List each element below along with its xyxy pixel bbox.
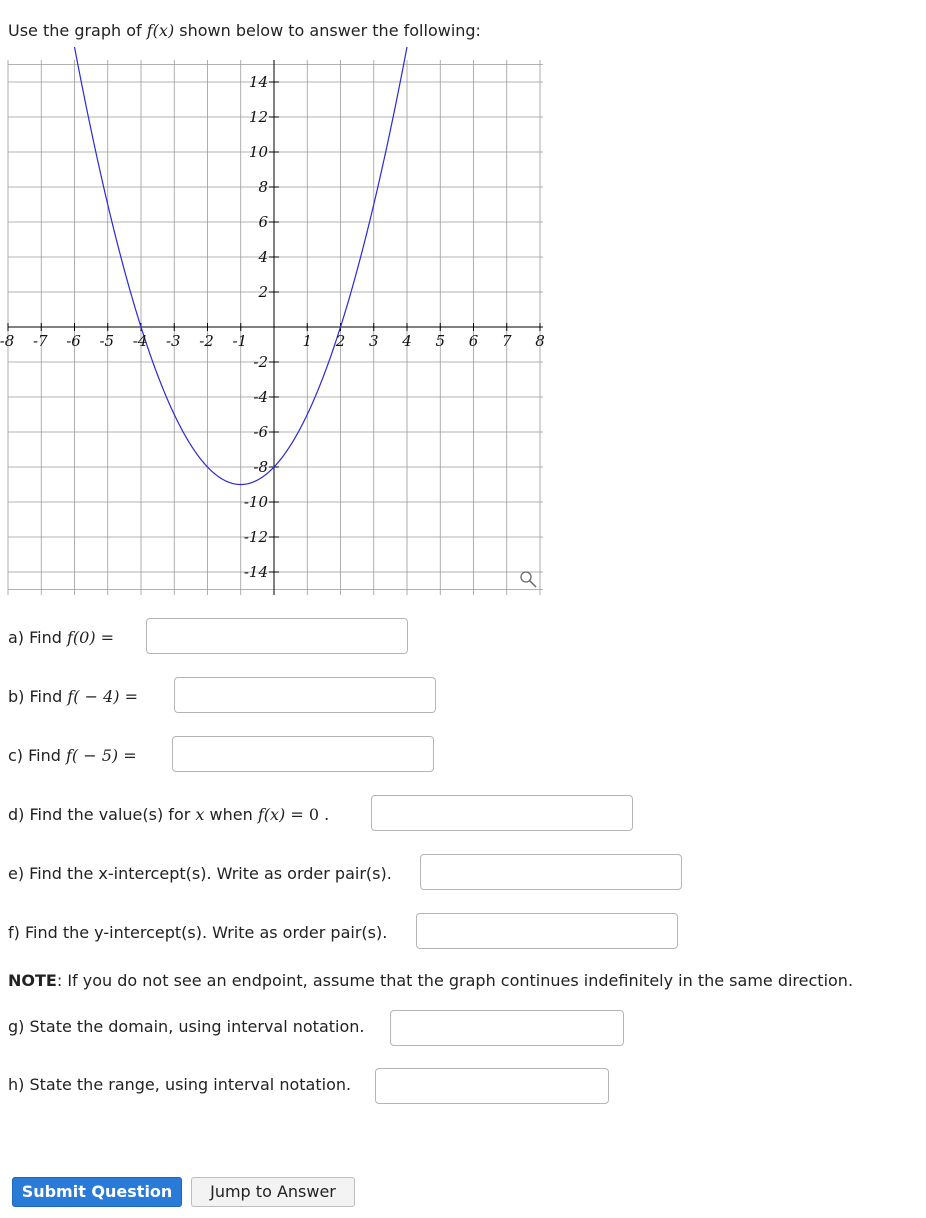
question-d: d) Find the value(s) for x when f(x) = 0 . (8, 805, 330, 824)
question-f: f) Find the y-intercept(s). Write as order pair(s). (8, 923, 388, 942)
y-tick-label: 12 (248, 108, 268, 126)
answer-c-input[interactable] (172, 736, 434, 772)
x-tick-label: -5 (99, 332, 115, 350)
x-tick-label: 7 (501, 332, 512, 350)
x-tick-label: -2 (199, 332, 214, 350)
answer-b-input[interactable] (174, 677, 436, 713)
magnifier-icon[interactable] (521, 572, 536, 587)
x-tick-label: -1 (232, 332, 248, 350)
y-tick-label: -14 (243, 563, 268, 581)
x-tick-label: 5 (435, 332, 446, 350)
intro-text: Use the graph of f(x) shown below to answer the following: (8, 21, 481, 40)
function-graph (0, 60, 545, 595)
question-g: g) State the domain, using interval notation. (8, 1017, 365, 1036)
x-tick-label: 3 (368, 332, 379, 350)
y-tick-label: -6 (253, 423, 268, 441)
x-tick-label: -4 (132, 332, 148, 350)
x-tick-label: -3 (165, 332, 181, 350)
question-c: c) Find f( − 5) = (8, 746, 137, 765)
answer-d-input[interactable] (371, 795, 633, 831)
question-h: h) State the range, using interval notation. (8, 1075, 352, 1094)
y-tick-label: 2 (258, 283, 268, 301)
jump-to-answer-button[interactable]: Jump to Answer (191, 1177, 355, 1207)
answer-a-input[interactable] (146, 618, 408, 654)
y-tick-label: -12 (243, 528, 268, 546)
note-text: NOTE: If you do not see an endpoint, assume that the graph continues indefinitely in the same direction. (8, 971, 854, 990)
question-e: e) Find the x-intercept(s). Write as order pair(s). (8, 864, 392, 883)
x-tick-label: 6 (468, 332, 479, 350)
y-tick-label: -10 (243, 493, 268, 511)
y-tick-label: 10 (248, 143, 268, 161)
submit-question-button[interactable]: Submit Question (12, 1177, 182, 1207)
x-tick-label: 2 (335, 332, 346, 350)
y-tick-label: 6 (258, 213, 268, 231)
y-tick-label: 4 (258, 248, 268, 266)
y-tick-label: -8 (253, 458, 268, 476)
x-tick-label: 4 (402, 332, 412, 350)
y-tick-label: -2 (253, 353, 268, 371)
answer-h-input[interactable] (375, 1068, 609, 1104)
x-tick-label: -6 (66, 332, 81, 350)
question-a: a) Find f(0) = (8, 628, 115, 647)
intro-fx: f(x) (146, 21, 175, 40)
answer-e-input[interactable] (420, 854, 682, 890)
x-tick-label: 1 (302, 332, 313, 350)
y-tick-label: -4 (253, 388, 268, 406)
y-tick-label: 14 (248, 73, 268, 91)
question-b: b) Find f( − 4) = (8, 687, 139, 706)
x-tick-label: -8 (0, 332, 15, 350)
x-tick-label: -7 (32, 332, 48, 350)
y-tick-label: 8 (258, 178, 268, 196)
answer-f-input[interactable] (416, 913, 678, 949)
x-tick-label: 8 (535, 332, 545, 350)
answer-g-input[interactable] (390, 1010, 624, 1046)
